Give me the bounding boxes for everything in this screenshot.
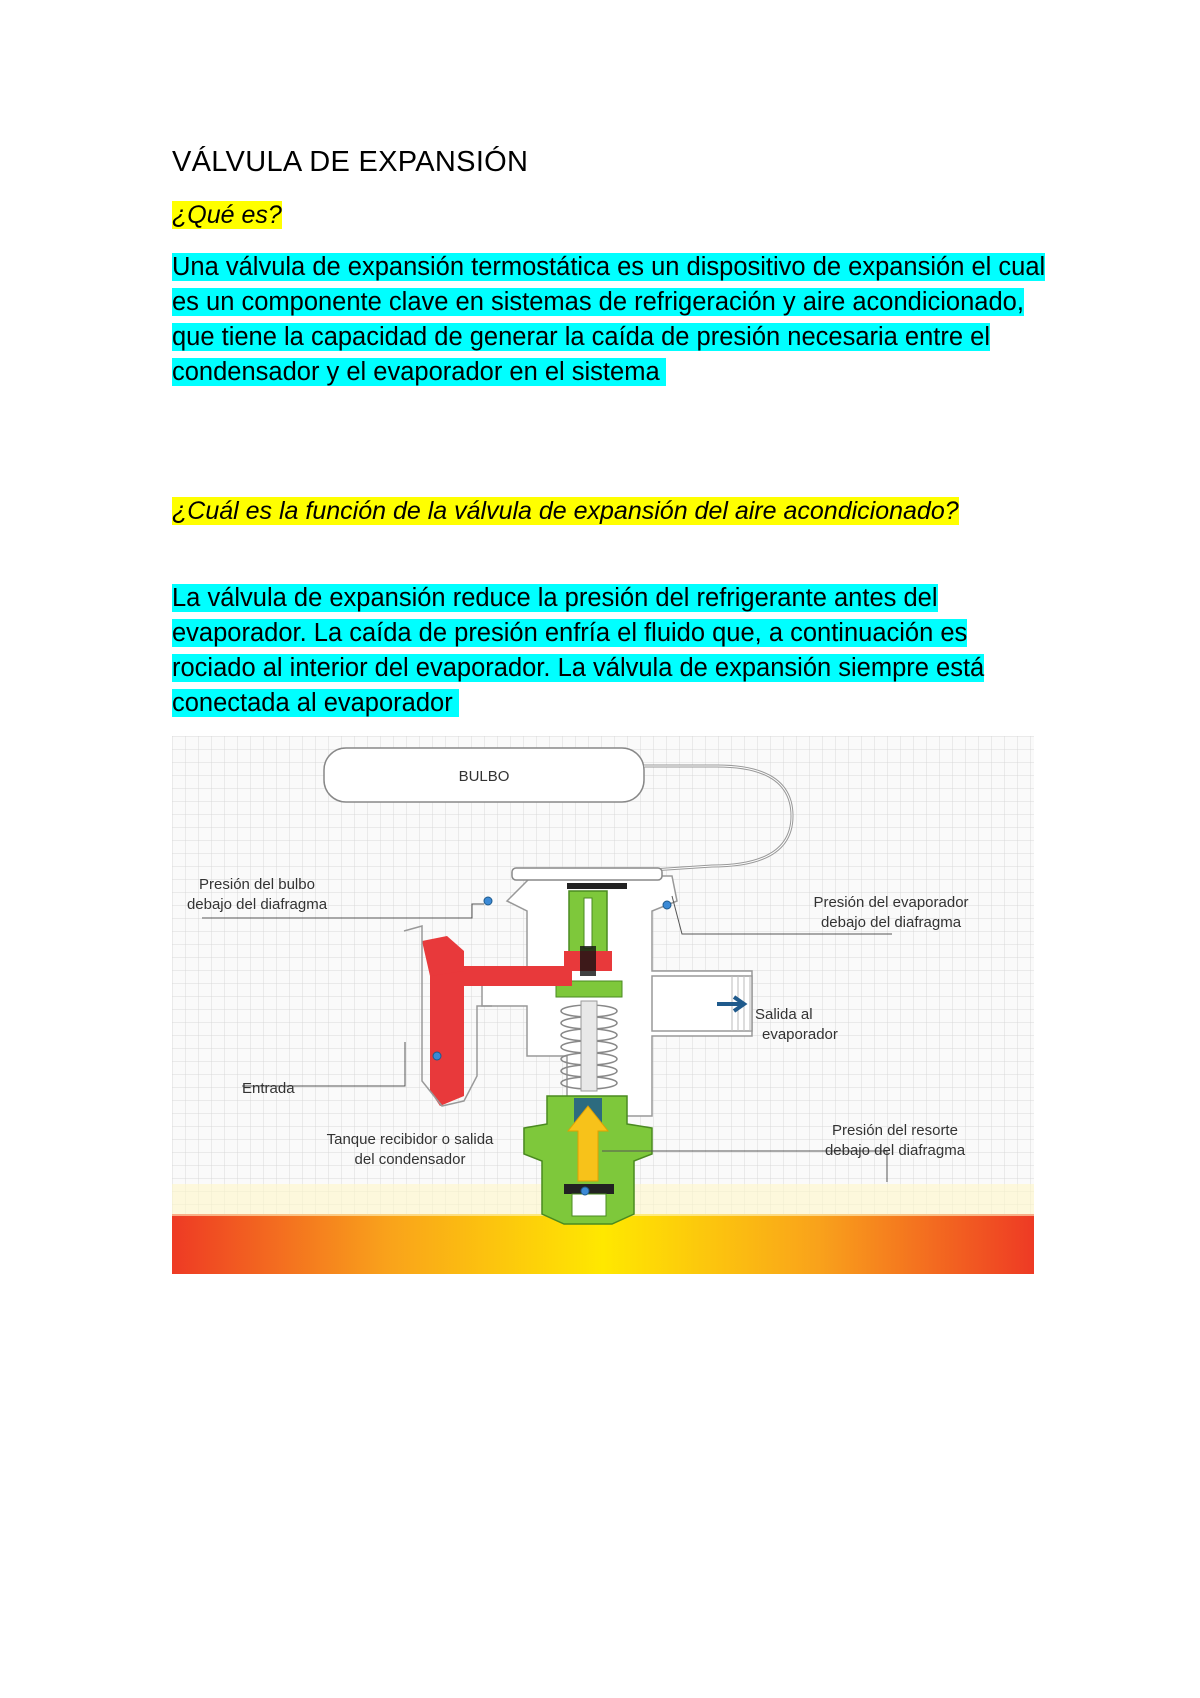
label-tanque-1: Tanque recibidor o salida: [326, 1131, 494, 1148]
label-presion-bulbo-2: debajo del diafragma: [186, 896, 328, 913]
spring-pressure-dot: [581, 1187, 589, 1195]
bulbo-label: BULBO: [458, 768, 510, 785]
answer-2-text: La válvula de expansión reduce la presión del refrigerante antes del evaporador. La caída de presión enfría el fluido que, a continuación es rociado al interior del evaporador. La válvula de expansión siempre está conectada al evaporador: [172, 584, 985, 717]
answer-1-text: Una válvula de expansión termostática es un dispositivo de expansión el cual es un componente clave en sistemas de refrigeración y aire acondicionado, que tiene la capacidad de generar la caída de presión necesaria entre el condensador y el evaporador en el sistema: [172, 253, 1046, 386]
question-1-text: ¿Qué es?: [172, 201, 282, 229]
label-resorte-2: debajo del diafragma: [824, 1142, 966, 1159]
label-tanque-2: del condensador: [354, 1151, 466, 1168]
label-entrada: Entrada: [242, 1080, 295, 1097]
label-resorte-1: Presión del resorte: [832, 1122, 958, 1139]
question-2: [172, 494, 1052, 529]
expansion-valve-diagram: [172, 736, 1034, 1274]
question-1: [172, 198, 1052, 233]
answer-1: [172, 250, 1052, 390]
label-salida-2: evaporador: [762, 1026, 838, 1043]
evaporator-pressure-dot: [663, 901, 671, 909]
label-presion-bulbo-1: Presión del bulbo: [199, 876, 315, 893]
bulb-pressure-dot: [484, 897, 492, 905]
valve-diagram-svg: [172, 736, 1034, 1274]
diaphragm-cap: [512, 868, 662, 880]
label-presion-evaporador-2: debajo del diafragma: [820, 914, 962, 931]
page-title: VÁLVULA DE EXPANSIÓN: [172, 146, 529, 178]
inlet-dot: [433, 1052, 441, 1060]
label-presion-evaporador-1: Presión del evaporador: [813, 894, 969, 911]
answer-2: [172, 581, 1052, 721]
label-salida-1: Salida al: [755, 1006, 813, 1023]
question-2-text: ¿Cuál es la función de la válvula de expansión del aire acondicionado?: [172, 497, 959, 525]
